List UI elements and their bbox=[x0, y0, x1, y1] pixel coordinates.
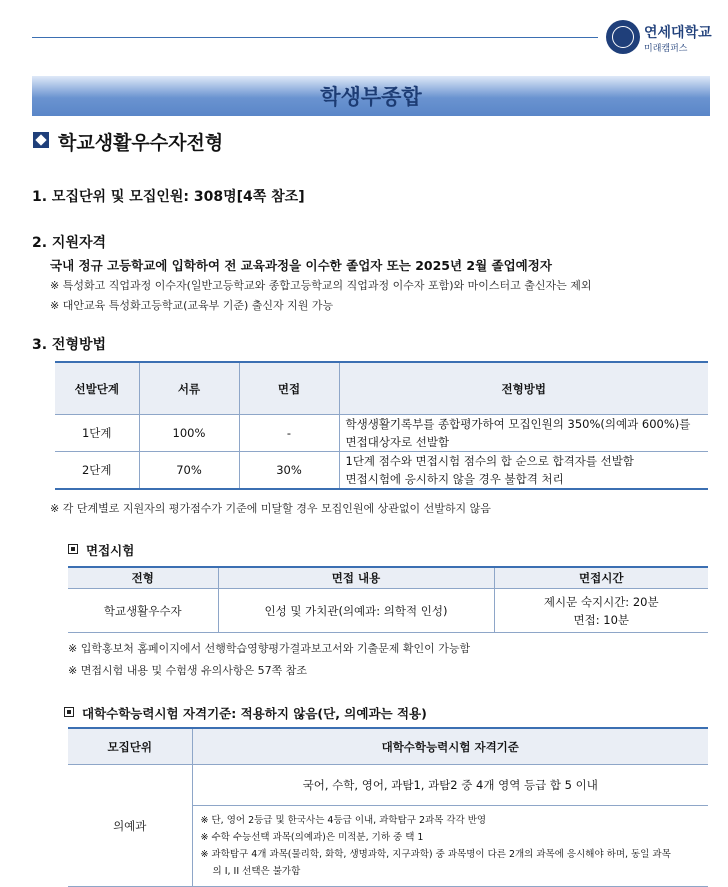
method-text: 면접시험에 응시하지 않을 경우 불합격 처리 bbox=[345, 472, 564, 486]
table-cell: 2단계 bbox=[55, 452, 139, 490]
column-header: 면접 내용 bbox=[218, 567, 494, 589]
method-text: 학생생활기록부를 종합평가하여 모집인원의 350%(의예과 600%)를 bbox=[345, 417, 691, 431]
column-header: 모집단위 bbox=[68, 728, 192, 765]
column-header: 선발단계 bbox=[55, 362, 139, 415]
interview-note: ※ 입학홍보처 홈페이지에서 선행학습영향평가결과보고서와 기출문제 확인이 가능함 bbox=[68, 642, 471, 655]
university-seal-icon bbox=[606, 20, 640, 54]
table-header-row bbox=[68, 728, 708, 765]
eligibility-heading: 2. 지원자격 bbox=[32, 235, 107, 251]
table-row bbox=[55, 452, 708, 490]
interview-title: 면접시험 bbox=[86, 543, 135, 558]
column-header: 전형 bbox=[68, 567, 218, 589]
table-cell bbox=[339, 452, 708, 490]
page-banner bbox=[32, 76, 710, 116]
interview-time: 면접: 10분 bbox=[573, 612, 629, 627]
table-cell bbox=[192, 806, 708, 887]
table-cell bbox=[339, 415, 708, 452]
selection-method-table bbox=[55, 361, 708, 490]
table-cell: 1단계 bbox=[55, 415, 139, 452]
table-row bbox=[68, 589, 708, 633]
column-header: 서류 bbox=[139, 362, 239, 415]
table-row bbox=[68, 765, 708, 806]
eligibility-note: ※ 특성화고 직업과정 이수자(일반고등학교와 종합고등학교의 직업과정 이수자 포함)와 마이스터고 출신자는 제외 bbox=[50, 279, 592, 292]
header-rule bbox=[32, 37, 598, 38]
column-header: 대학수학능력시험 자격기준 bbox=[192, 728, 708, 765]
eligibility-note: ※ 대안교육 특성화고등학교(교육부 기준) 출신자 지원 가능 bbox=[50, 299, 334, 312]
csat-title: 대학수학능력시험 자격기준: 적용하지 않음(단, 의예과는 적용) bbox=[82, 706, 427, 721]
table-cell: 100% bbox=[139, 415, 239, 452]
quota-heading: 1. 모집단위 및 모집인원: 308명[4쪽 참조] bbox=[32, 189, 305, 205]
interview-note: ※ 면접시험 내용 및 수험생 유의사항은 57쪽 참조 bbox=[68, 664, 307, 677]
column-header: 면접시간 bbox=[494, 567, 708, 589]
method-text: 면접대상자로 선발함 bbox=[345, 435, 450, 449]
interview-heading bbox=[68, 541, 134, 559]
column-header: 면접 bbox=[239, 362, 339, 415]
csat-note: ※ 단, 영어 2등급 및 한국사는 4등급 이내, 과학탐구 2과목 각각 반영 bbox=[200, 815, 487, 826]
campus-name: 미래캠퍼스 bbox=[644, 44, 688, 54]
square-bullet-icon bbox=[68, 544, 78, 554]
method-heading: 3. 전형방법 bbox=[32, 337, 107, 353]
table-cell: 인성 및 가치관(의예과: 의학적 인성) bbox=[218, 589, 494, 633]
banner-title: 학생부종합 bbox=[320, 85, 422, 109]
diamond-bullet-icon bbox=[33, 132, 49, 148]
method-note: ※ 각 단계별로 지원자의 평가점수가 기준에 미달할 경우 모집인원에 상관없이 선발하지 않음 bbox=[50, 502, 491, 515]
csat-note: 의 I, II 선택은 불가함 bbox=[212, 866, 301, 877]
table-cell: 70% bbox=[139, 452, 239, 490]
interview-time: 제시문 숙지시간: 20분 bbox=[543, 594, 659, 609]
csat-note: ※ 수학 수능선택 과목(의예과)은 미적분, 기하 중 택 1 bbox=[200, 832, 424, 843]
table-cell: 국어, 수학, 영어, 과탐1, 과탐2 중 4개 영역 등급 합 5 이내 bbox=[192, 765, 708, 806]
csat-note: ※ 과학탐구 4개 과목(물리학, 화학, 생명과학, 지구과학) 중 과목명이 다른 2개의 과목에 응시해야 하며, 동일 과목 bbox=[200, 849, 671, 860]
interview-table bbox=[68, 566, 708, 633]
table-header-row bbox=[55, 362, 708, 415]
csat-table bbox=[68, 727, 708, 887]
table-cell: 의예과 bbox=[68, 765, 192, 887]
square-bullet-icon bbox=[64, 707, 74, 717]
table-header-row bbox=[68, 567, 708, 589]
table-cell: 학교생활우수자 bbox=[68, 589, 218, 633]
method-text: 1단계 점수와 면접시험 점수의 합 순으로 합격자를 선발함 bbox=[345, 454, 634, 468]
eligibility-main: 국내 정규 고등학교에 입학하여 전 교육과정을 이수한 졸업자 또는 2025년 2월 졸업예정자 bbox=[50, 258, 552, 273]
csat-heading bbox=[64, 704, 427, 722]
column-header: 전형방법 bbox=[339, 362, 708, 415]
university-name: 연세대학교 bbox=[644, 25, 712, 41]
table-cell: - bbox=[239, 415, 339, 452]
table-row bbox=[55, 415, 708, 452]
table-cell: 30% bbox=[239, 452, 339, 490]
section-title: 학교생활우수자전형 bbox=[58, 132, 224, 154]
table-cell bbox=[494, 589, 708, 633]
